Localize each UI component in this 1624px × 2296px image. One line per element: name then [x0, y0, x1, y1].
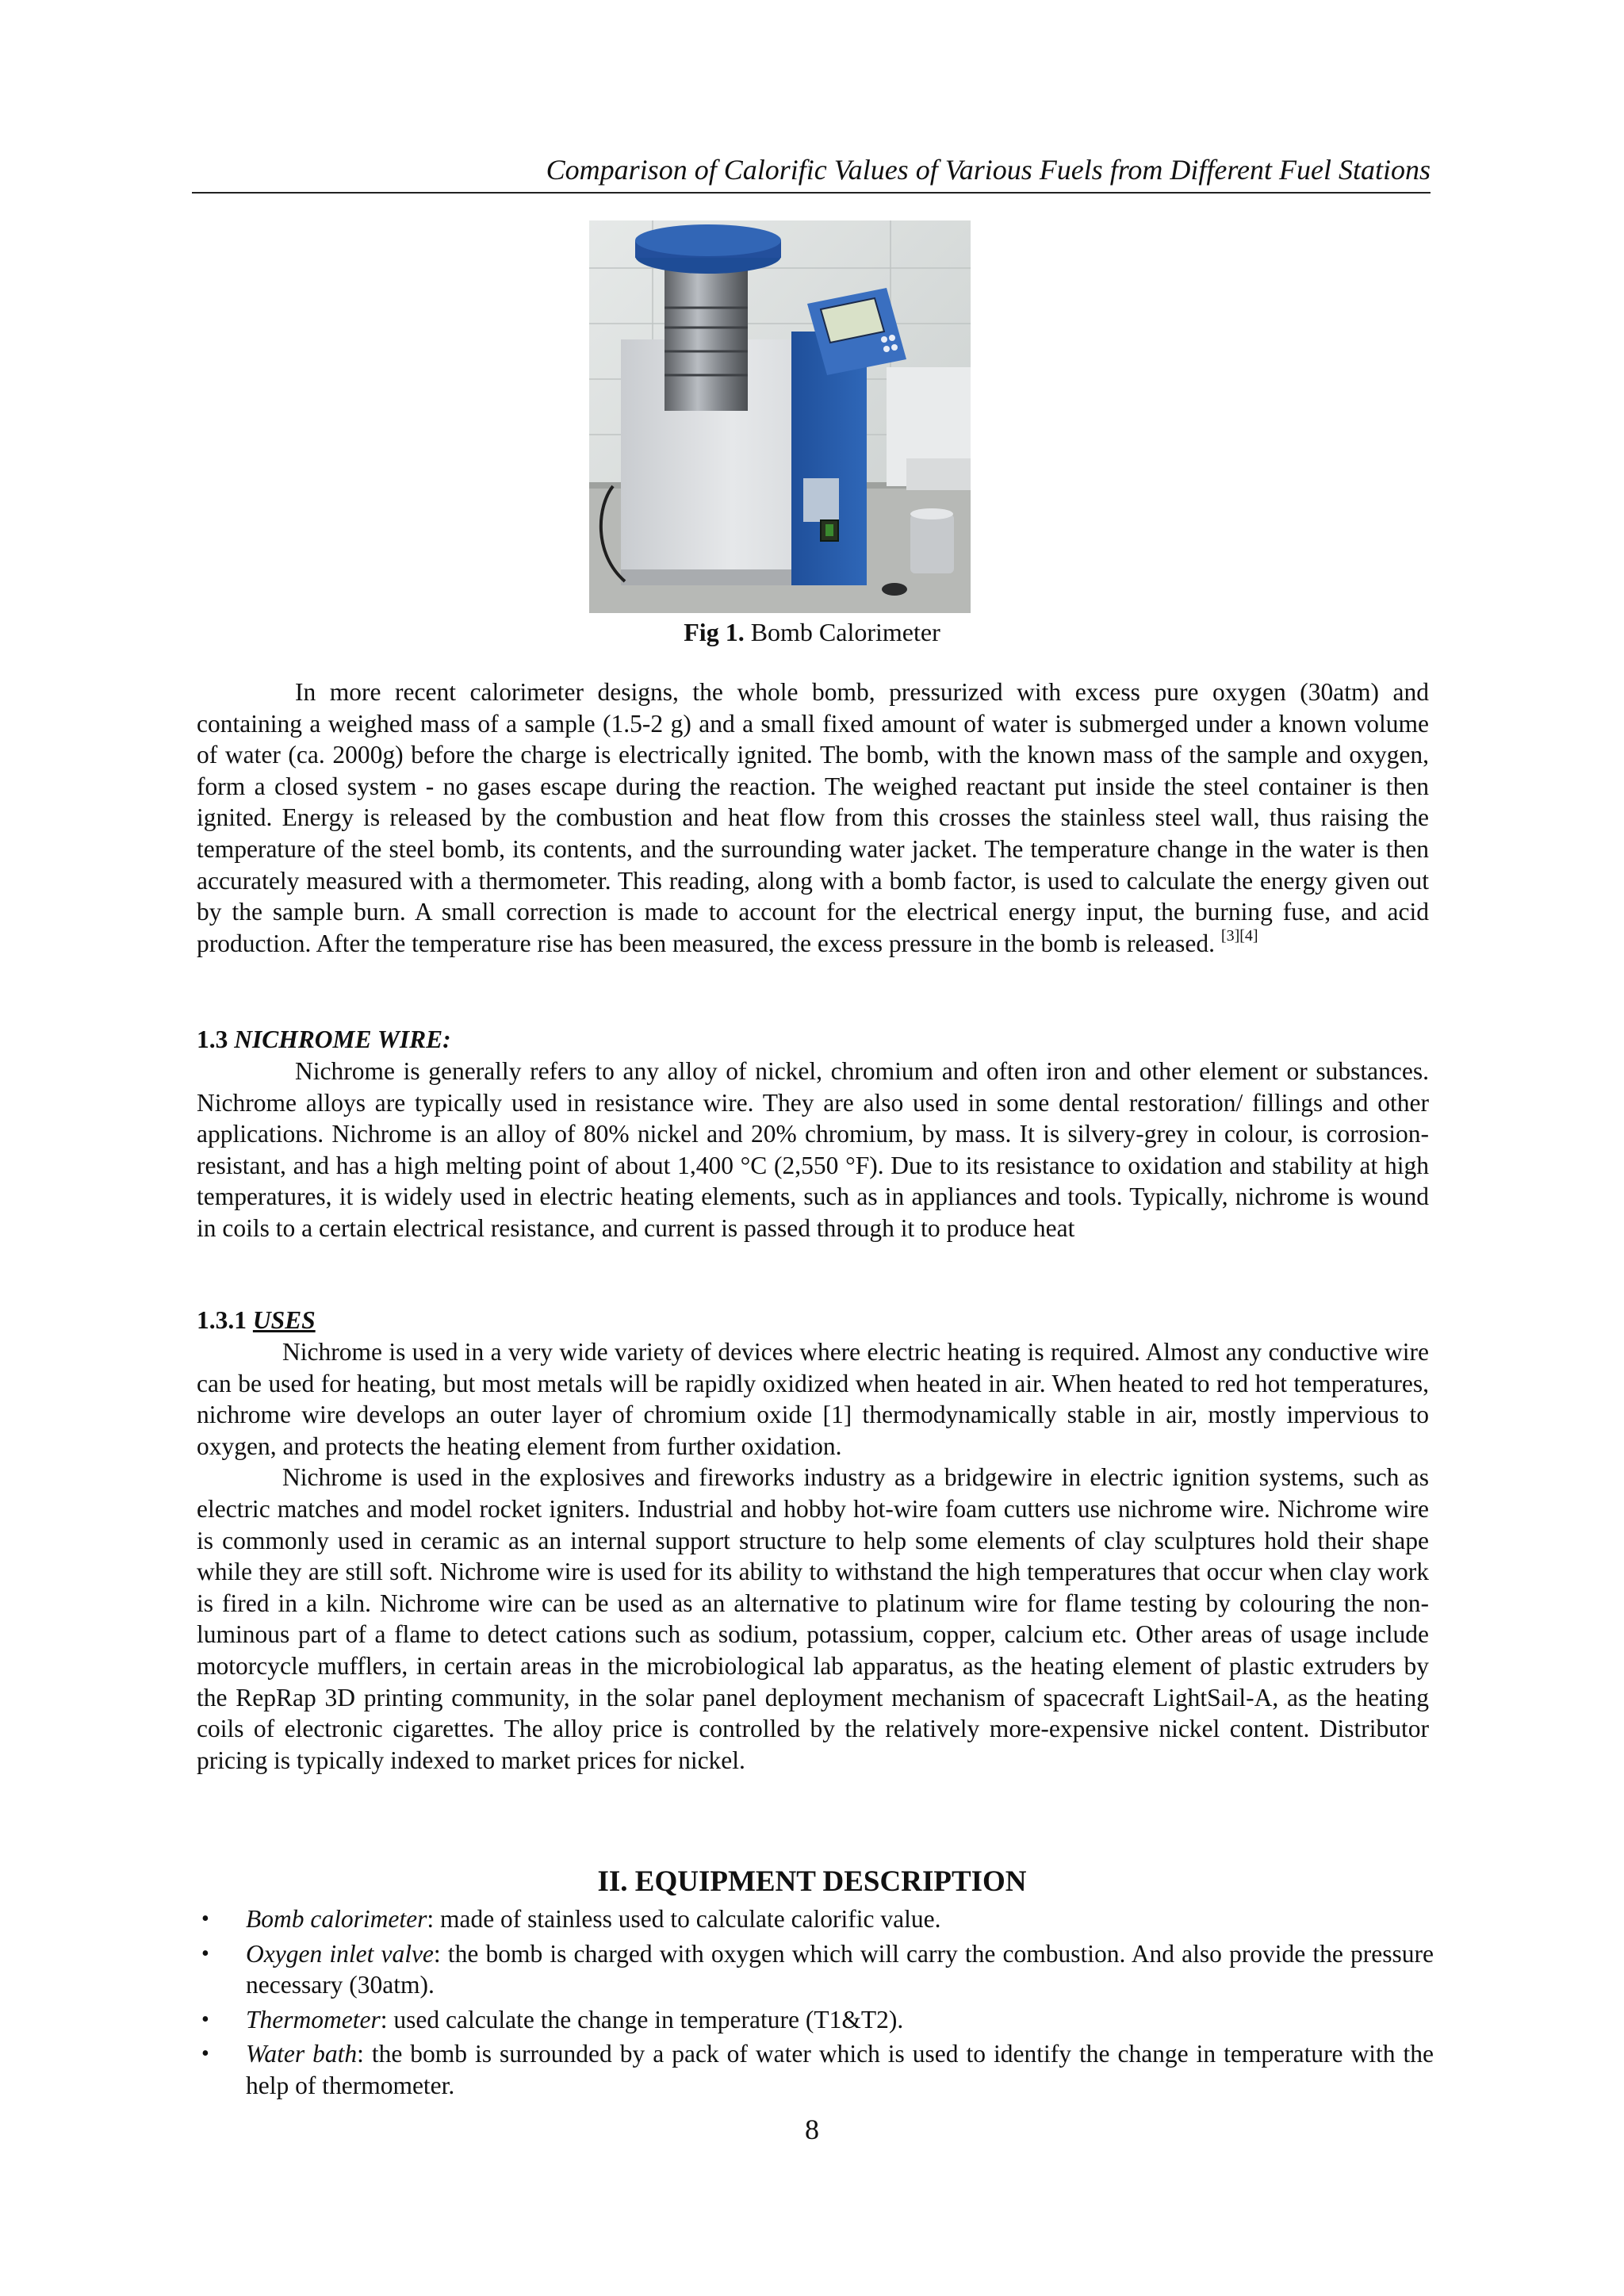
list-item-term: Oxygen inlet valve [246, 1939, 434, 1968]
list-item [197, 2038, 1434, 2101]
section-number: 1.3 [197, 1025, 235, 1053]
list-item [197, 1903, 1434, 1935]
bullet-icon: • [201, 1907, 209, 1931]
section-number: 1.3.1 [197, 1306, 253, 1334]
section-title: USES [252, 1306, 316, 1334]
bullet-icon: • [201, 2007, 209, 2032]
figure-caption-text: Bomb Calorimeter [744, 618, 940, 646]
nichrome-paragraph: Nichrome is generally refers to any alloy of nickel, chromium and often iron and other element or substances. Nichrome alloys are typically used in resistance wire. They are also used in some dental restoration/ fillings and other applications. Nichrome is an alloy of 80% nickel and 20% chromium, by mass. It is silvery-grey in colour, is corrosion-resistant, and has a high melting point of about 1,400 °C (2,550 °F). Due to its resistance to oxidation and stability at high temperatures, it is widely used in electric heating elements, such as in appliances and tools. Typically, nichrome is wound in coils to a certain electrical resistance, and current is passed through it to produce heat [197, 1057, 1429, 1242]
page-number: 8 [805, 2114, 819, 2145]
figure-label: Fig 1. [684, 618, 745, 646]
list-item-text: : the bomb is surrounded by a pack of water which is used to identify the change in temperature with the help of thermometer. [246, 2040, 1434, 2099]
equipment-list [197, 1903, 1434, 2105]
list-item-text: : the bomb is charged with oxygen which will carry the combustion. And also provide the pressure necessary (30atm). [246, 1939, 1434, 1999]
citation: [3][4] [1220, 926, 1258, 945]
list-item [197, 1938, 1434, 2001]
uses-paragraph-2: Nichrome is used in the explosives and fireworks industry as a bridgewire in electric ignition systems, such as electric matches and model rocket igniters. Industrial and hobby hot-wire foam cutters use nichrome wire. Nichrome wire is commonly used in ceramic as an internal support structure to help some elements of clay sculptures hold their shape while they are still soft. Nichrome wire is used for its ability to withstand the high temperatures that occur when clay work is fired in a kiln. Nichrome wire can be used as an alternative to platinum wire for flame testing by colouring the non-luminous part of a flame to detect cations such as sodium, potassium, copper, calcium etc. Other areas of usage include motorcycle mufflers, in certain areas in the microbiological lab apparatus, as the heating element of plastic extruders by the RepRap 3D printing community, in the solar panel deployment mechanism of spacecraft LightSail-A, as the heating coils of electronic cigarettes. The alloy price is controlled by the relatively more-expensive nickel content. Distributor pricing is typically indexed to market prices for nickel. [197, 1463, 1429, 1774]
list-item-text: : used calculate the change in temperature (T1&T2). [380, 2005, 904, 2033]
section-title: NICHROME WIRE: [234, 1025, 451, 1053]
intro-paragraph: In more recent calorimeter designs, the whole bomb, pressurized with excess pure oxygen (30atm) and containing a weighed mass of a sample (1.5-2 g) and a small fixed amount of water is submerged under a known volume of water (ca. 2000g) before the charge is electrically ignited. The bomb, with the known mass of the sample and oxygen, form a closed system - no gases escape during the reaction. The weighed reactant put inside the steel container is then ignited. Energy is released by the combustion and heat flow from this crosses the stainless steel wall, thus raising the temperature of the steel bomb, its contents, and the surrounding water jacket. The temperature change in the water is then accurately measured with a thermometer. This reading, along with a bomb factor, is used to calculate the energy given out by the sample burn. A small correction is made to account for the electrical energy input, the burning fuse, and acid production. After the temperature rise has been measured, the excess pressure in the bomb is released. [197, 678, 1429, 957]
bullet-icon: • [201, 2041, 209, 2067]
uses-paragraph-1: Nichrome is used in a very wide variety of devices where electric heating is required. Almost any conductive wire can be used for heating, but most metals will be rapidly oxidized when heated in air. When heated to red hot temperatures, nichrome wire develops an outer layer of chromium oxide [1] thermodynamically stable in air, mostly impervious to oxygen, and protects the heating element from further oxidation. [197, 1338, 1429, 1460]
header-rule [192, 192, 1431, 194]
intro-paragraph-block [197, 677, 1429, 959]
figure-caption [0, 615, 1624, 649]
section-heading-2: II. EQUIPMENT DESCRIPTION [597, 1865, 1027, 1898]
nichrome-paragraph-block [197, 1056, 1429, 1244]
bullet-icon: • [201, 1941, 209, 1966]
list-item [197, 2004, 1434, 2036]
uses-paragraph-block [197, 1336, 1429, 1776]
list-item-term: Water bath [246, 2040, 358, 2068]
running-header: Comparison of Calorific Values of Various Fuels from Different Fuel Stations [546, 154, 1431, 186]
list-item-term: Thermometer [246, 2005, 381, 2033]
list-item-term: Bomb calorimeter [246, 1905, 427, 1933]
bomb-calorimeter-photo [589, 220, 971, 613]
section-heading-1-3-1 [197, 1305, 316, 1336]
list-item-text: : made of stainless used to calculate calorific value. [427, 1905, 941, 1933]
section-heading-1-3 [197, 1024, 451, 1056]
